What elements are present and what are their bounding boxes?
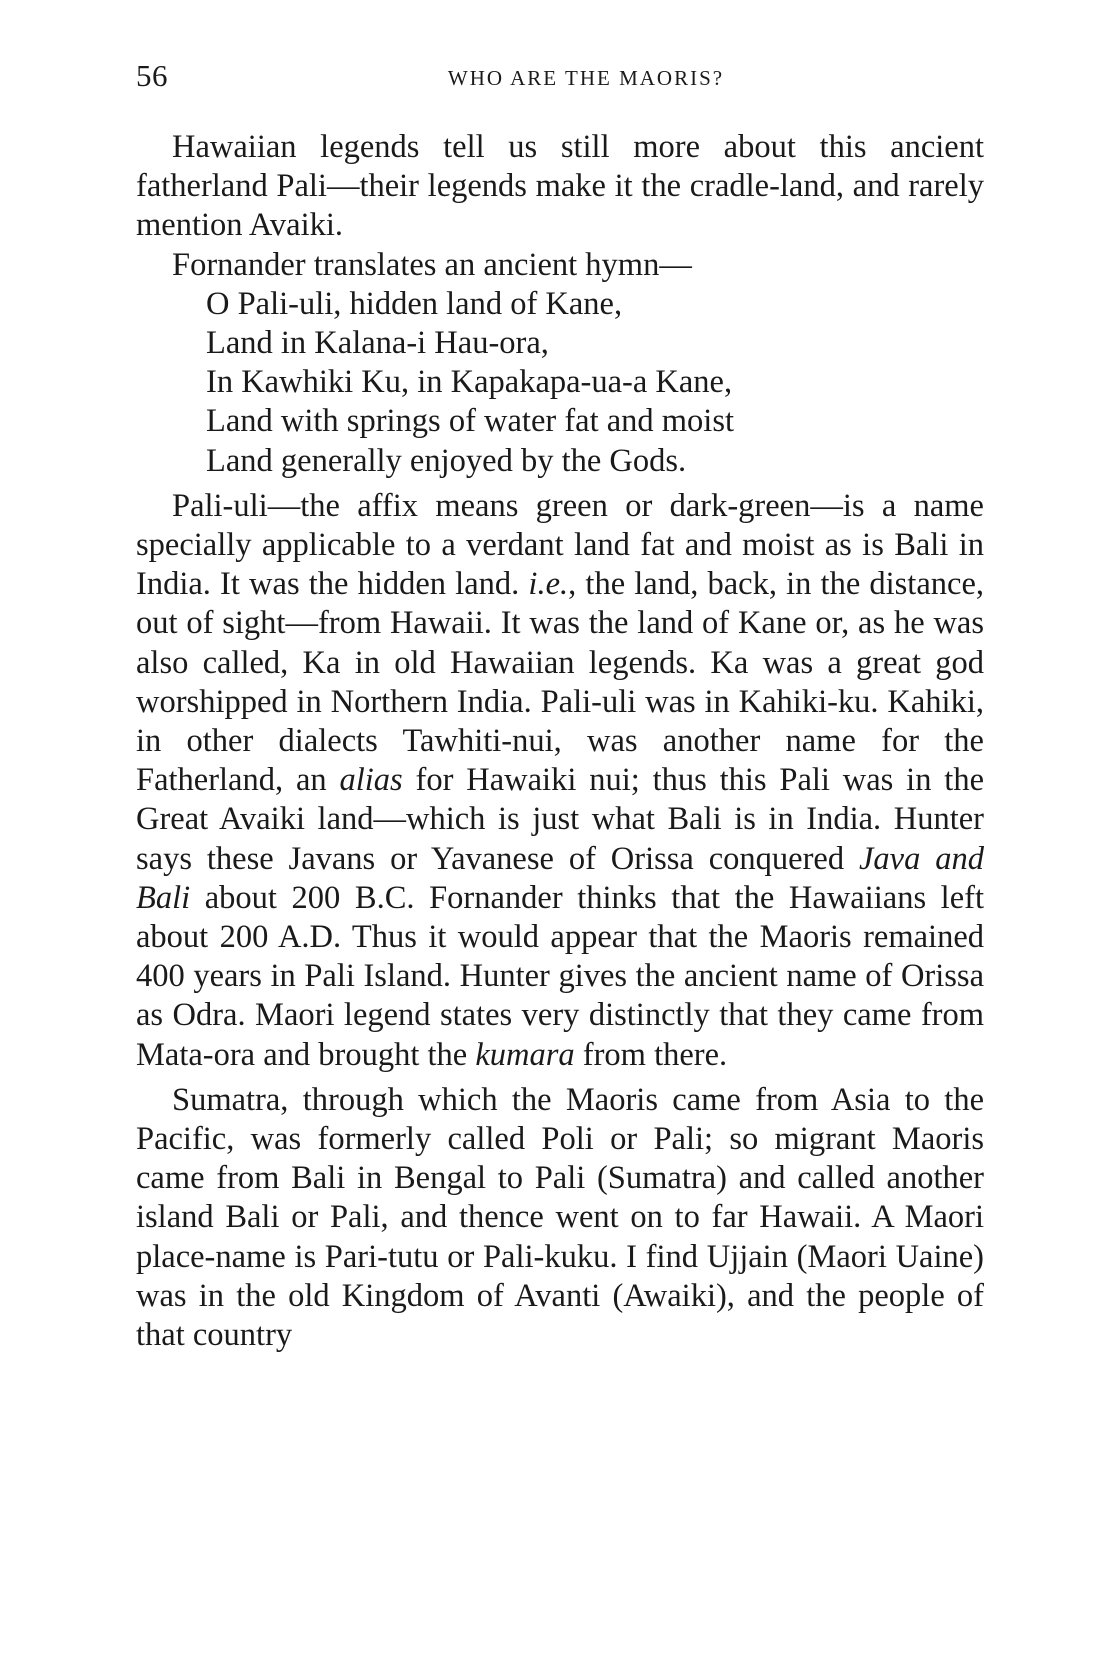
hymn-line: Land with springs of water fat and moist: [206, 403, 735, 440]
text-run: for Hawaiki nui; thus this Pali was in the Great Avaiki land—which is just what Bali is in India. Hunter says these Javans or Yavanese of Orissa conquered: [136, 762, 984, 877]
italic-kumara: kumara: [475, 1036, 575, 1073]
text-run: about 200 B.C. Fornander thinks that the Hawaiians left about 200 A.D. Thus it would appear that the Maoris remained 400 years in Pali Island. Hunter gives the ancient name of Orissa as Odra. Maori legend states very distinctly that they came from Mata-ora and brought the: [136, 879, 984, 1073]
text-run: from there.: [574, 1036, 728, 1073]
hymn-line: In Kawhiki Ku, in Kapakapa-ua-a Kane,: [206, 364, 733, 401]
hymn-line: O Pali-uli, hidden land of Kane,: [206, 285, 623, 322]
running-head: [136, 58, 1006, 98]
page-number: 56: [136, 58, 168, 93]
paragraph-sumatra: Sumatra, through which the Maoris came from Asia to the Pacific, was formerly called Poli or Pali; so migrant Maoris came from Bali in Bengal to Pali (Sumatra) and called another island Bali or Pali, and thence went on to far Hawaii. A Maori place-name is Pari-tutu or Pali-kuku. I find Ujjain (Maori Uaine) was in the old Kingdom of Avanti (Awaiki), and the people of that country: [136, 1081, 984, 1354]
running-title: WHO ARE THE MAORIS?: [447, 66, 725, 90]
body-text: [136, 128, 984, 1355]
text-run: , the land, back, in the distance, out of sight—from Hawaii. It was the land of Kane or, as he was also called, Ka in old Hawaiian legends. Ka was a great god worshipped in Northern India. Pali-uli was in Kahiki-ku. Kahiki, in other dialects Tawhiti-nui, was another name for the Fatherland, an: [136, 566, 984, 799]
italic-alias: alias: [339, 762, 403, 799]
text-run: Pali-uli—the affix means green or dark-green—is a name specially applicable to a verdant land fat and moist as is Bali in India. It was the hidden land.: [136, 487, 984, 603]
paragraph-hawaiian-legends: Hawaiian legends tell us still more about this ancient fatherland Pali—their legends make it the cradle-land, and rarely mention Avaiki.: [136, 129, 984, 244]
paragraph-pali-uli: [136, 487, 984, 1075]
hymn-verse: [136, 285, 984, 481]
hymn-line: Land in Kalana-i Hau-ora,: [206, 325, 549, 362]
hymn-line: Land generally enjoyed by the Gods.: [206, 442, 687, 479]
italic-java-and-bali: Java and Bali: [136, 840, 984, 916]
italic-ie: i.e.: [528, 566, 569, 603]
paragraph-fornander-hymn-intro: Fornander translates an ancient hymn—: [172, 246, 692, 283]
